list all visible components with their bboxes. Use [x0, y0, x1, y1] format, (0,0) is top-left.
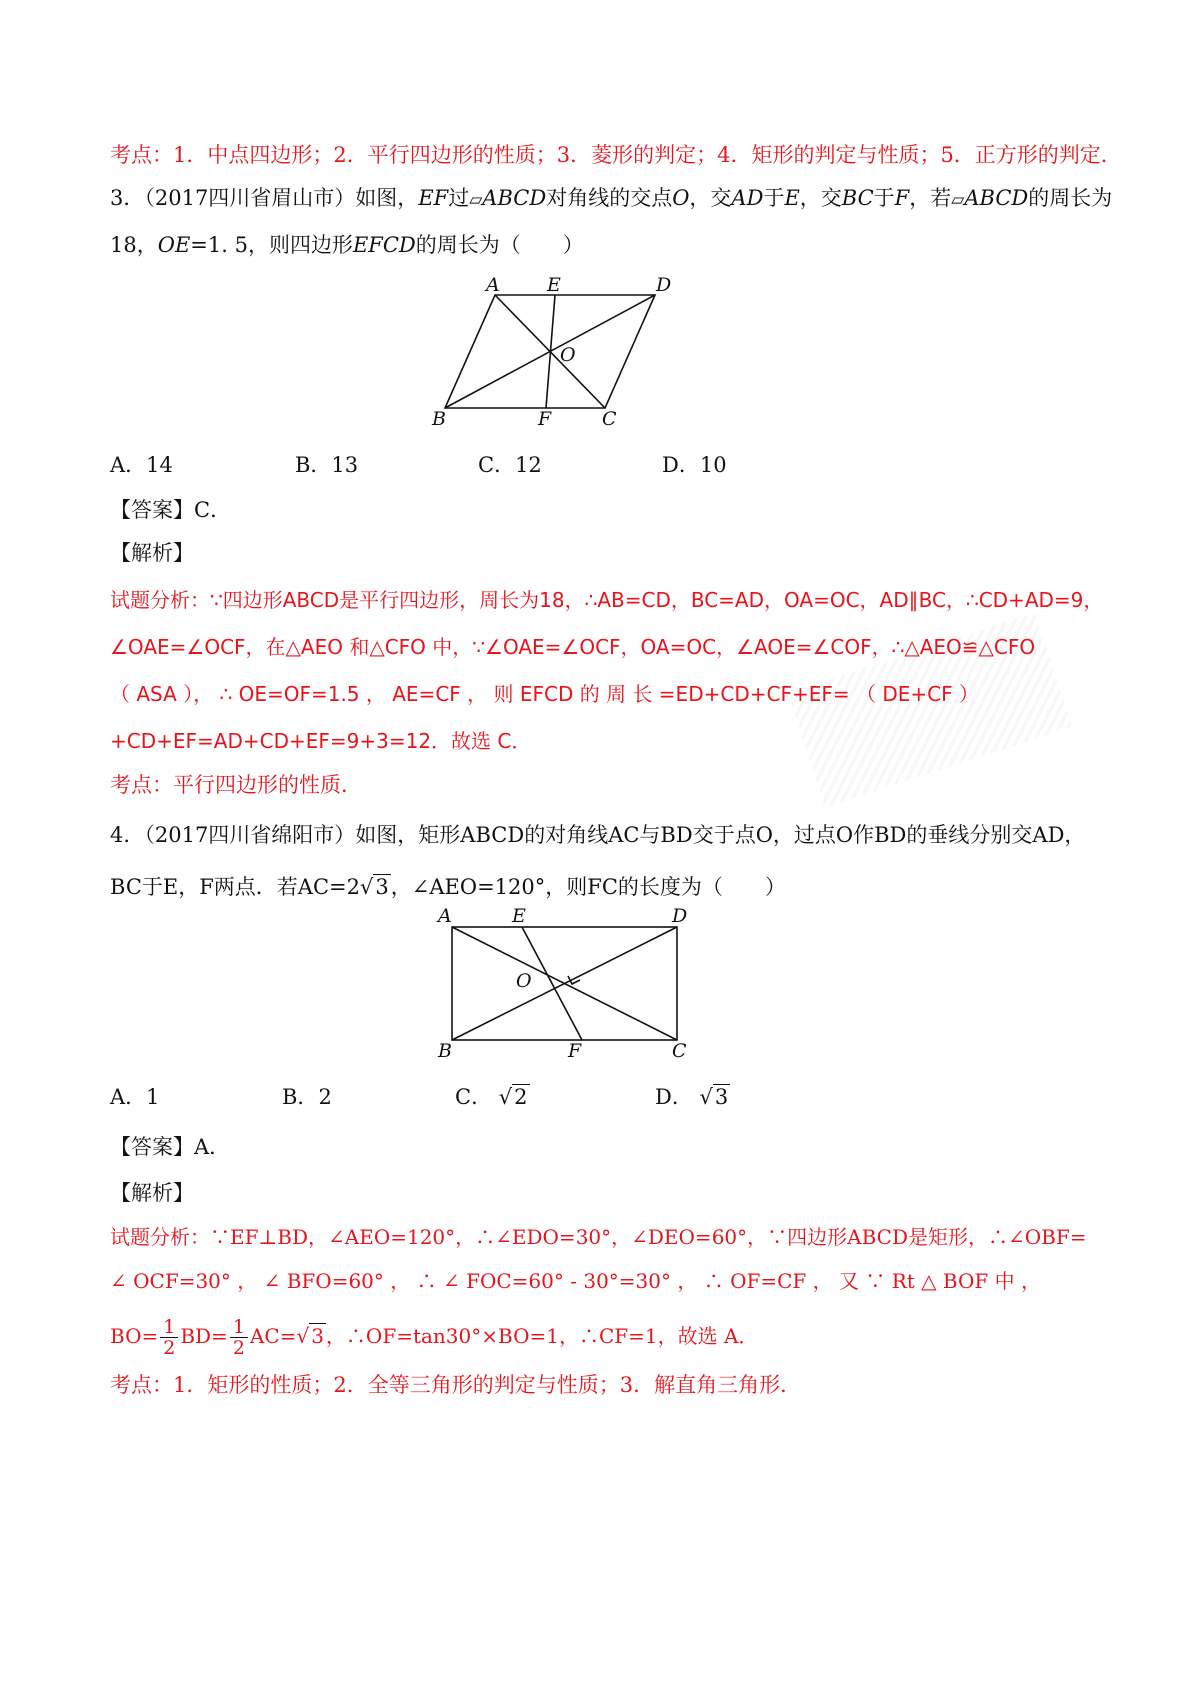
option-value: 3	[714, 1085, 729, 1109]
option-value: 1	[146, 1085, 160, 1109]
q3-stem-text: ，交	[689, 186, 732, 210]
q4-option-d[interactable]: D． √3	[655, 1085, 729, 1109]
q3-parallelogram-figure	[430, 275, 700, 435]
parallelogram-symbol: ▱	[469, 190, 483, 210]
label-b: B	[432, 408, 446, 430]
q4-analysis-line2: ∠ OCF=30° ， ∠ BFO=60° ， ∴ ∠ FOC=60° - 30°=30° ， ∴ OF=CF ， 又 ∵ Rt △ BOF 中 ，	[110, 1269, 1041, 1293]
option-letter: A．	[110, 1085, 147, 1109]
fraction-denominator: 2	[163, 1337, 176, 1359]
q4-option-c[interactable]: C． √2	[455, 1085, 528, 1109]
option-letter: C．	[455, 1085, 493, 1109]
q3-option-d[interactable]: D．10	[662, 453, 727, 477]
label-f: F	[568, 1040, 582, 1060]
q3-option-a[interactable]: A．14	[110, 453, 173, 477]
label-e: E	[512, 905, 526, 927]
label-a: A	[438, 905, 452, 927]
q4-stem-text: BC于E，F两点．若AC=	[110, 875, 347, 899]
label-c: C	[602, 408, 617, 430]
q3-option-c[interactable]: C．12	[478, 453, 542, 477]
q3-analysis-title: 【解析】	[110, 541, 194, 565]
q4-analysis-line1: 试题分析：∵EF⊥BD，∠AEO=120°，∴∠EDO=30°，∠DEO=60°，∵四边形ABCD是矩形，∴∠OBF=	[110, 1225, 1087, 1249]
q4-stem-line1: 4．（2017四川省绵阳市）如图，矩形ABCD的对角线AC与BD交于点O，过点O作BD的垂线分别交AD，	[110, 823, 1086, 847]
q3-stem-text: =1. 5，则四边形	[190, 233, 353, 257]
fraction-numerator: 1	[160, 1317, 178, 1338]
q3-bc: BC	[841, 186, 874, 210]
option-value: 2	[318, 1085, 332, 1109]
q4-keypoint: 考点：1．矩形的性质；2．全等三角形的判定与性质；3．解直角三角形．	[110, 1373, 802, 1397]
q3-stem-text: 的周长为	[1028, 186, 1113, 210]
q4-option-a[interactable]	[110, 1082, 160, 1112]
q2-keypoint: 考点：1．中点四边形；2．平行四边形的性质；3．菱形的判定；4．矩形的判定与性质；5．正方形的判定．	[110, 143, 1122, 167]
label-a: A	[486, 275, 500, 296]
q3-stem-text: 于	[763, 186, 785, 210]
q4-answer: 【答案】A．	[110, 1135, 231, 1159]
q3-keypoint: 考点：平行四边形的性质．	[110, 773, 362, 797]
option-letter: D．	[655, 1085, 693, 1109]
q4-coef: 2	[346, 875, 360, 899]
label-d: D	[656, 275, 672, 296]
q4-rectangle-figure	[432, 905, 722, 1060]
label-e: E	[547, 275, 561, 296]
q4-analysis-text: AC=	[249, 1324, 297, 1348]
fraction-denominator: 2	[232, 1337, 245, 1359]
q4-stem-line2: BC于E，F两点．若AC=2√3，∠AEO=120°，则FC的长度为（ ）	[110, 875, 786, 899]
parallelogram-symbol: ▱	[951, 190, 965, 210]
q3-stem-text: 18，	[110, 233, 158, 257]
q3-analysis-line4: +CD+EF=AD+CD+EF=9+3=12．故选 C．	[110, 729, 532, 753]
q3-stem-text: ，交	[799, 186, 842, 210]
segment-ef	[546, 295, 555, 408]
q4-analysis-text: BD=	[180, 1324, 228, 1348]
q3-answer: 【答案】C．	[110, 498, 232, 522]
q3-stem-text: 3．（2017四川省眉山市）如图，	[110, 186, 419, 210]
label-o: O	[560, 344, 576, 366]
q3-efcd: EFCD	[352, 233, 416, 257]
q3-f: F	[894, 186, 910, 210]
q4-radicand: 3	[375, 875, 389, 899]
q4-analysis-text: BO=	[110, 1324, 159, 1348]
option-value: 2	[514, 1085, 528, 1109]
q3-stem-text: 的周长为（ ）	[415, 233, 584, 257]
option-letter: B．	[282, 1085, 319, 1109]
q4-analysis-line3: BO= $\frac{1}{2}$ BD= $\frac{1}{2}$ AC=√ 3 ，∴OF=tan30°×BO=1，∴CF=1，故选 A．	[110, 1316, 759, 1359]
label-c: C	[672, 1040, 687, 1060]
fraction-numerator: 1	[230, 1317, 248, 1338]
q3-analysis-line2: ∠OAE=∠OCF，在△AEO 和△CFO 中，∵∠OAE=∠OCF，OA=OC，∠AOE=∠COF，∴△AEO≌△CFO	[110, 635, 1036, 659]
q3-stem-text: ，若	[909, 186, 952, 210]
q3-e: E	[784, 186, 800, 210]
q3-stem-line1	[110, 183, 1112, 215]
q3-abcd: ABCD	[964, 186, 1029, 210]
q3-analysis-line3: （ ASA ）， ∴ OE=OF=1.5 ， AE=CF ， 则 EFCD 的 周 长 =ED+CD+CF+EF= （ DE+CF ）	[110, 682, 979, 706]
q3-abcd: ABCD	[482, 186, 547, 210]
q4-analysis-title: 【解析】	[110, 1181, 194, 1205]
q4-radicand: 3	[311, 1324, 324, 1348]
label-d: D	[672, 905, 688, 927]
label-o: O	[516, 970, 532, 992]
q4-stem-text: ，∠AEO=120°，则FC的长度为（ ）	[390, 875, 786, 899]
q3-oe: OE	[157, 233, 191, 257]
q3-stem-text: 对角线的交点	[546, 186, 673, 210]
q4-option-b[interactable]	[282, 1082, 332, 1112]
q3-ef: EF	[418, 186, 449, 210]
fraction-one-half	[160, 1317, 178, 1358]
label-b: B	[438, 1040, 452, 1060]
q3-stem-text: 过	[448, 186, 470, 210]
q3-o: O	[672, 186, 690, 210]
q3-ad: AD	[731, 186, 764, 210]
fraction-one-half	[230, 1317, 248, 1358]
label-f: F	[538, 408, 552, 430]
q3-analysis-line1: 试题分析：∵四边形ABCD是平行四边形，周长为18，∴AB=CD，BC=AD，OA=OC，AD∥BC，∴CD+AD=9，	[110, 588, 1104, 612]
q4-analysis-text: ，∴OF=tan30°×BO=1，∴CF=1，故选 A．	[325, 1324, 759, 1348]
q3-stem-line2	[110, 230, 584, 260]
q3-stem-text: 于	[873, 186, 895, 210]
q3-option-b[interactable]: B．13	[295, 453, 359, 477]
